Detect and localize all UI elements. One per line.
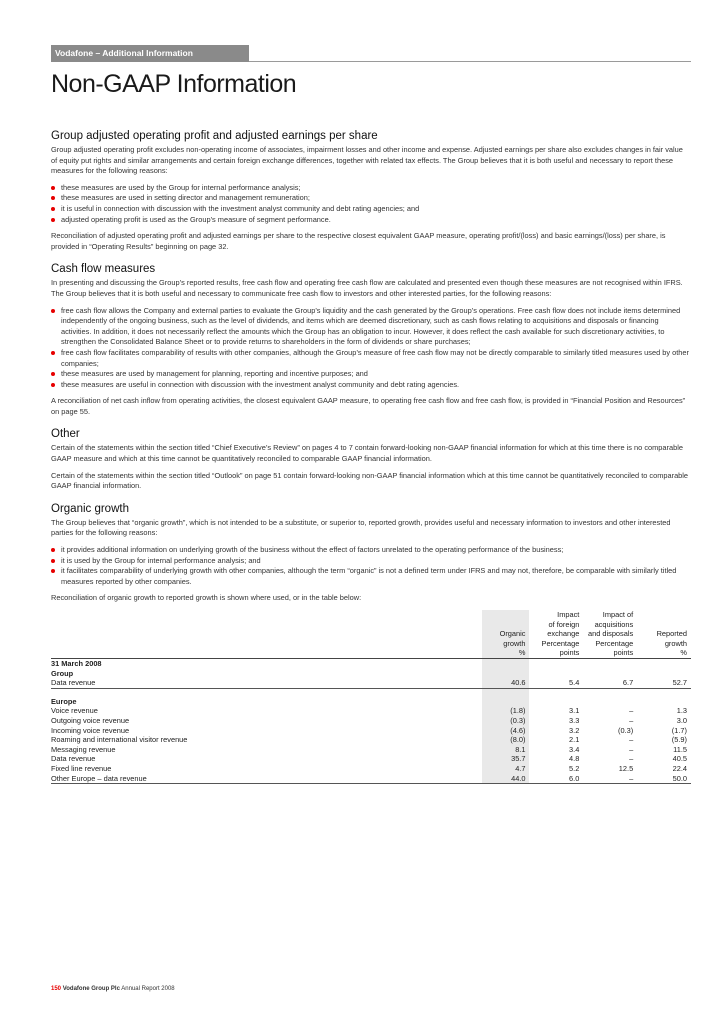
- table-header-cell: Impact of: [602, 610, 634, 619]
- list-item: these measures are used in setting director and management remuneration;: [51, 193, 691, 204]
- table-row: Messaging revenue 8.1 3.4 – 11.5: [51, 744, 687, 754]
- page-title: Non-GAAP Information: [51, 70, 297, 98]
- table-header-cell: [51, 620, 482, 630]
- table-header-cell: [482, 620, 530, 630]
- footer-company: Vodafone Group Plc: [62, 986, 120, 992]
- table-row: Data revenue 35.7 4.8 – 40.5: [51, 754, 687, 764]
- page-number: 150: [51, 986, 62, 992]
- list-item: these measures are used by management for planning, reporting and incentive purposes; and: [51, 369, 691, 380]
- heading-other: Other: [51, 428, 80, 441]
- table-header-cell: Percentage: [595, 638, 634, 648]
- list-item: adjusted operating profit is used as the Group’s measure of segment performance.: [51, 215, 691, 226]
- table-header-cell: [482, 610, 530, 620]
- section-header: Vodafone – Additional Information: [51, 45, 249, 62]
- table-header-cell: [51, 629, 482, 639]
- table-header-cell: Impact: [557, 610, 580, 619]
- table-header-cell: acquisitions: [594, 619, 634, 629]
- table-row: Voice revenue (1.8) 3.1 – 1.3: [51, 706, 687, 716]
- main-content: [51, 130, 691, 784]
- list-item: it facilitates comparability of underlying growth with other companies, although the term “organic” is not a defined term under IFRS and may not, therefore, be comparable with similarly titled measures reported by other companies.: [51, 566, 691, 587]
- table-header-cell: Reported: [656, 629, 687, 639]
- header-rule: [249, 61, 691, 62]
- table-row: Roaming and international visitor revenue (8.0) 2.1 – (5.9): [51, 735, 687, 745]
- table-row: Incoming voice revenue (4.6) 3.2 (0.3) (1.7): [51, 725, 687, 735]
- para-organic-intro: The Group believes that “organic growth”, which is not intended to be a substitute, or superior to, reported growth, provides useful and necessary information to investors and other interested parties for the following reasons:: [51, 517, 671, 538]
- para-adjusted-outro: Reconciliation of adjusted operating profit and adjusted earnings per share to the respective closest equivalent GAAP measure, operating profit/(loss) and basic earnings/(loss) per share, is provided in “Operating Results” beginning on page 32.: [51, 231, 666, 251]
- table-header-cell: Percentage: [541, 638, 580, 648]
- list-adjusted: [51, 183, 691, 225]
- para-cashflow-intro: In presenting and discussing the Group’s reported results, free cash flow and operating free cash flow are calculated and presented even though these measures are not recognised within IFRS. The Group believes that it is both useful and necessary to communicate free cash flow to investors and other interested parties, for the following reasons:: [51, 278, 683, 298]
- list-organic: [51, 545, 691, 587]
- table-period-label: 31 March 2008: [51, 658, 102, 668]
- para-other-1: Certain of the statements within the section titled “Chief Executive’s Review” on pages 4 to 7 contain forward-looking non-GAAP financial information for which at this time there is no comparable GAAP measure and which at this time cannot be quantitatively reconciled to comparable GAAP financial information.: [51, 443, 683, 464]
- list-item: free cash flow facilitates comparability of results with other companies, although the Group’s measure of free cash flow may not be directly comparable to similarly titled measures used by other companies;: [51, 348, 691, 369]
- table-header-cell: %: [482, 648, 530, 658]
- para-other-2: Certain of the statements within the section titled “Outlook” on page 51 contain forward-looking non-GAAP financial information which at this time cannot be quantitatively reconciled to comparable GAAP financial information.: [51, 470, 689, 491]
- table-row: Fixed line revenue 4.7 5.2 12.5 22.4: [51, 763, 687, 773]
- table-header-cell: exchange: [547, 629, 580, 639]
- table-header-cell: %: [637, 648, 691, 658]
- list-item: it provides additional information on underlying growth of the business without the effect of factors unrelated to the operating performance of the business;: [51, 545, 691, 556]
- table-header-cell: [51, 639, 482, 649]
- table-row: Other Europe – data revenue 44.0 6.0 – 50.0: [51, 774, 691, 784]
- table-europe-label: Europe: [51, 696, 77, 706]
- table-header-cell: of foreign: [548, 619, 580, 629]
- table-header-cell: [637, 610, 691, 620]
- table-header-cell: growth: [482, 639, 530, 649]
- list-item: these measures are used by the Group for internal performance analysis;: [51, 183, 691, 194]
- list-item: it is useful in connection with discussion with the investment analyst community and debt rating agencies; and: [51, 204, 691, 215]
- para-adjusted-intro: Group adjusted operating profit excludes non-operating income of associates, impairment losses and other income and expense. Adjusted earnings per share also excludes changes in fair value of equity put rights and similar arrangements and certain foreign exchange differences, together with related tax effects. The Group believes that it is both useful and necessary to report these measures for the following reasons:: [51, 145, 683, 176]
- list-item: it is used by the Group for internal performance analysis; and: [51, 556, 691, 567]
- table-header-cell: points: [529, 648, 583, 658]
- heading-cashflow: Cash flow measures: [51, 263, 156, 276]
- list-cashflow: [51, 306, 691, 391]
- list-item: these measures are useful in connection with discussion with the investment analyst community and debt rating agencies.: [51, 380, 691, 391]
- table-header-cell: [637, 620, 691, 630]
- table-group-label: Group: [51, 668, 74, 678]
- table-row: Outgoing voice revenue (0.3) 3.3 – 3.0: [51, 715, 687, 725]
- list-item: free cash flow allows the Company and external parties to evaluate the Group’s liquidity and the cash generated by the Group’s operations. Free cash flow does not include items determined independently of the ongoing business, such as the level of dividends, and items which are deemed discretionary, such as cash flows relating to acquisitions and disposals or financing activities. In addition, it does not necessarily reflect the amounts which the Group has an obligation to incur. However, it does reflect the cash available for such discretionary activities, to strengthen the Consolidated Balance Sheet or to provide returns to shareholders in the form of dividends or share purchases;: [51, 306, 691, 348]
- page-footer: [51, 986, 175, 992]
- para-organic-outro: Reconciliation of organic growth to reported growth is shown where used, or in the table below:: [51, 593, 362, 603]
- table-header-cell: [51, 648, 482, 658]
- heading-organic: Organic growth: [51, 502, 129, 515]
- table-header-cell: Organic: [482, 629, 530, 639]
- heading-adjusted: Group adjusted operating profit and adjusted earnings per share: [51, 130, 378, 142]
- table-header-cell: [51, 610, 482, 620]
- table-header-cell: points: [583, 648, 637, 658]
- para-cashflow-outro: A reconciliation of net cash inflow from operating activities, the closest equivalent GAAP measure, to operating free cash flow and free cash flow, is provided in “Financial Position and Resources” on page 55.: [51, 396, 686, 416]
- table-header-cell: growth: [664, 638, 687, 648]
- table-header-cell: and disposals: [587, 629, 634, 639]
- table-row: Data revenue 40.6 5.4 6.7 52.7: [51, 678, 691, 688]
- footer-report: Annual Report 2008: [121, 986, 175, 992]
- organic-growth-table: [51, 610, 691, 784]
